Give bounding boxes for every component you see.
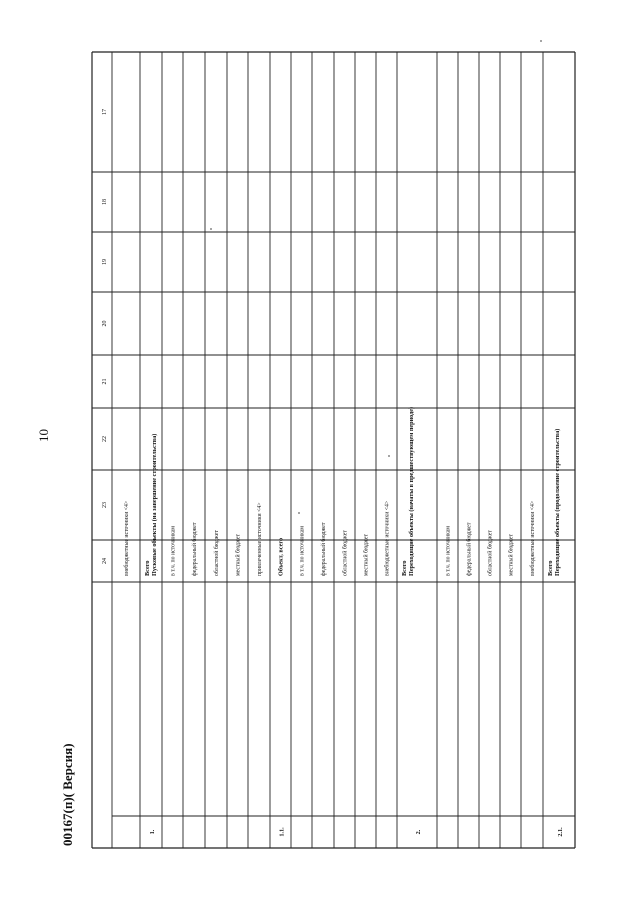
row-label: привлеченные источники <4> (257, 502, 263, 576)
scan-speck (298, 512, 300, 514)
row-label: Переходящие объекты (начаты в предшествующем периоде) (408, 406, 415, 576)
column-header: 23 (102, 502, 108, 508)
row-number: 1.1. (278, 827, 286, 837)
row-label: областной бюджет (487, 530, 494, 576)
column-header: 17 (102, 109, 108, 115)
row-label: внебюджетные источники <4> (384, 500, 391, 576)
row-label: в т.ч. по источникам (170, 526, 177, 576)
row-label: местный бюджет (235, 533, 242, 576)
row-label: федеральный бюджет (192, 522, 198, 576)
column-header: 24 (102, 558, 108, 564)
scan-speck (210, 228, 212, 230)
column-header: 18 (102, 199, 108, 205)
row-label: внебюджетные источники <4> (124, 500, 130, 576)
row-label: в т.ч. по источникам (445, 526, 452, 576)
row-label: Переходящие объекты (продолжение строительства) (554, 428, 561, 576)
scan-speck (540, 40, 542, 42)
column-header: 22 (102, 436, 108, 442)
row-label: местный бюджет (363, 533, 370, 576)
row-label: в т.ч. по источникам (299, 526, 306, 576)
row-label: Пусковые объекты (на завершение строительства) (151, 433, 158, 576)
row-number: 2.1. (557, 827, 564, 837)
row-label: областной бюджет (214, 530, 220, 576)
row-label: федеральный бюджет (466, 522, 473, 576)
row-label: федеральный бюджет (321, 522, 327, 576)
column-header: 19 (102, 259, 108, 265)
column-header: 21 (102, 378, 108, 385)
row-number: 1. (149, 829, 156, 835)
row-number: 2. (415, 829, 422, 835)
row-label: областной бюджет (342, 530, 349, 576)
row-label: Объект, всего (277, 537, 285, 576)
row-label: внебюджетные источники <4> (530, 500, 536, 576)
row-label: Всего (144, 560, 151, 576)
row-label: местный бюджет (508, 533, 515, 576)
document-id: 00167(п)( Версия) (60, 743, 75, 846)
scan-speck (388, 455, 390, 457)
page-number: 10 (36, 429, 51, 442)
column-header: 20 (102, 320, 108, 327)
row-label: Всего (547, 560, 554, 576)
row-label: Всего (401, 560, 408, 576)
